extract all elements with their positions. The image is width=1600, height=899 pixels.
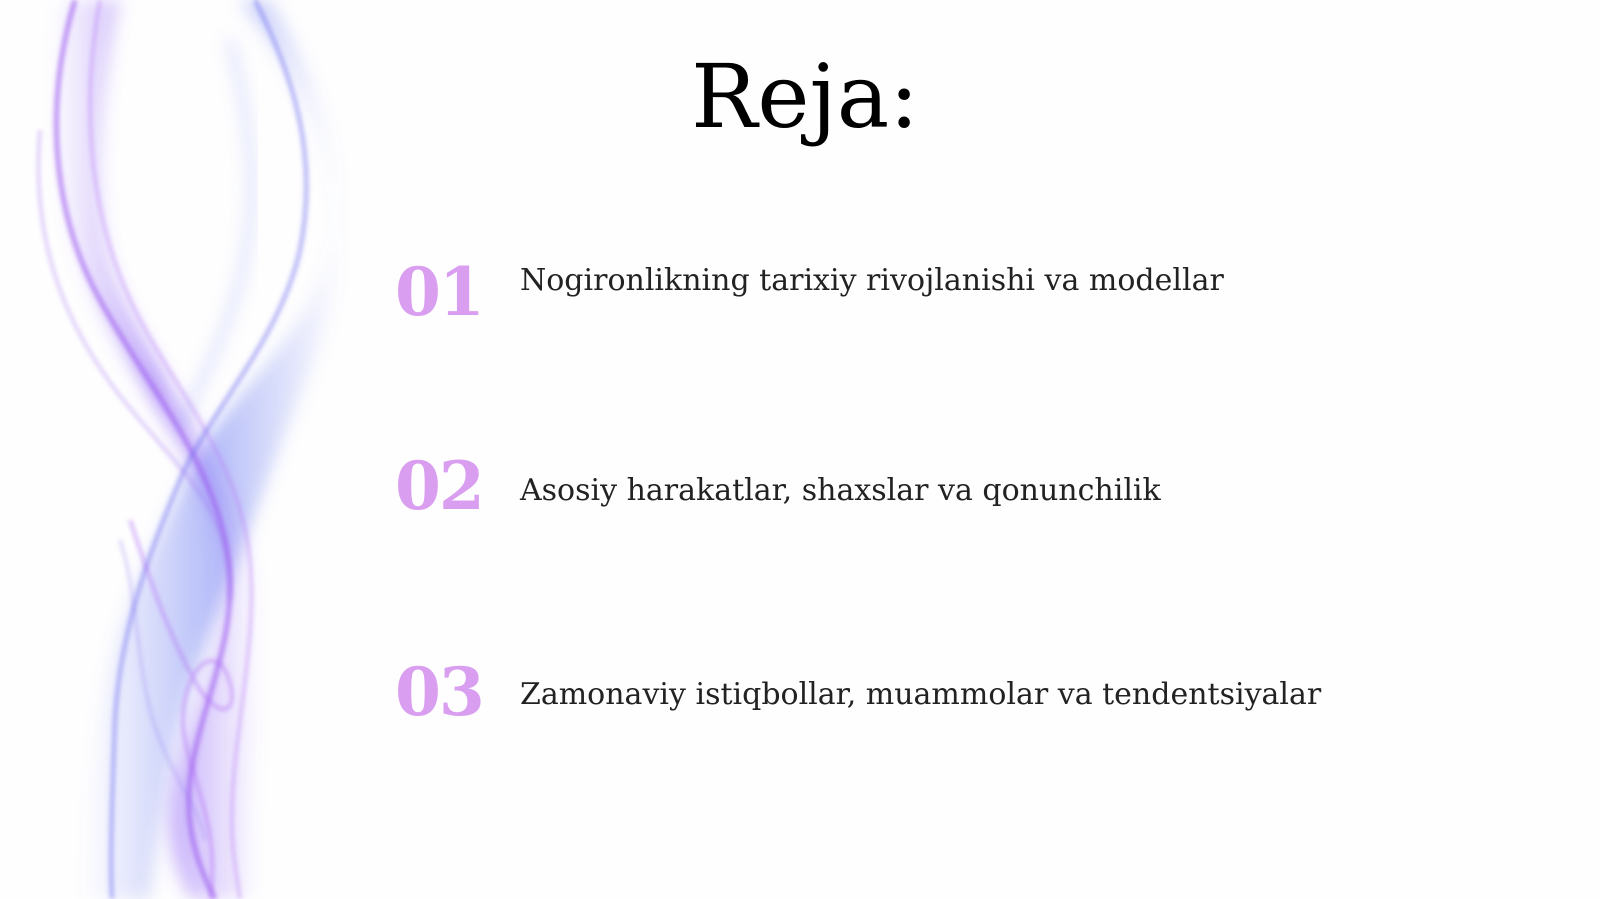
agenda-item-text: Nogironlikning tarixiy rivojlanishi va modellar — [520, 263, 1224, 298]
agenda-item-text: Zamonaviy istiqbollar, muammolar va tendentsiyalar — [520, 677, 1322, 712]
agenda-item-number: 02 — [395, 447, 483, 525]
agenda-item — [395, 652, 1321, 732]
agenda-item-number: 03 — [395, 653, 483, 731]
agenda-item — [395, 446, 1161, 526]
agenda-item-text: Asosiy harakatlar, shaxslar va qonunchilik — [520, 473, 1161, 508]
agenda-item-number: 01 — [395, 253, 483, 331]
agenda-item — [395, 252, 1224, 332]
slide-title: Reja: — [691, 45, 919, 148]
